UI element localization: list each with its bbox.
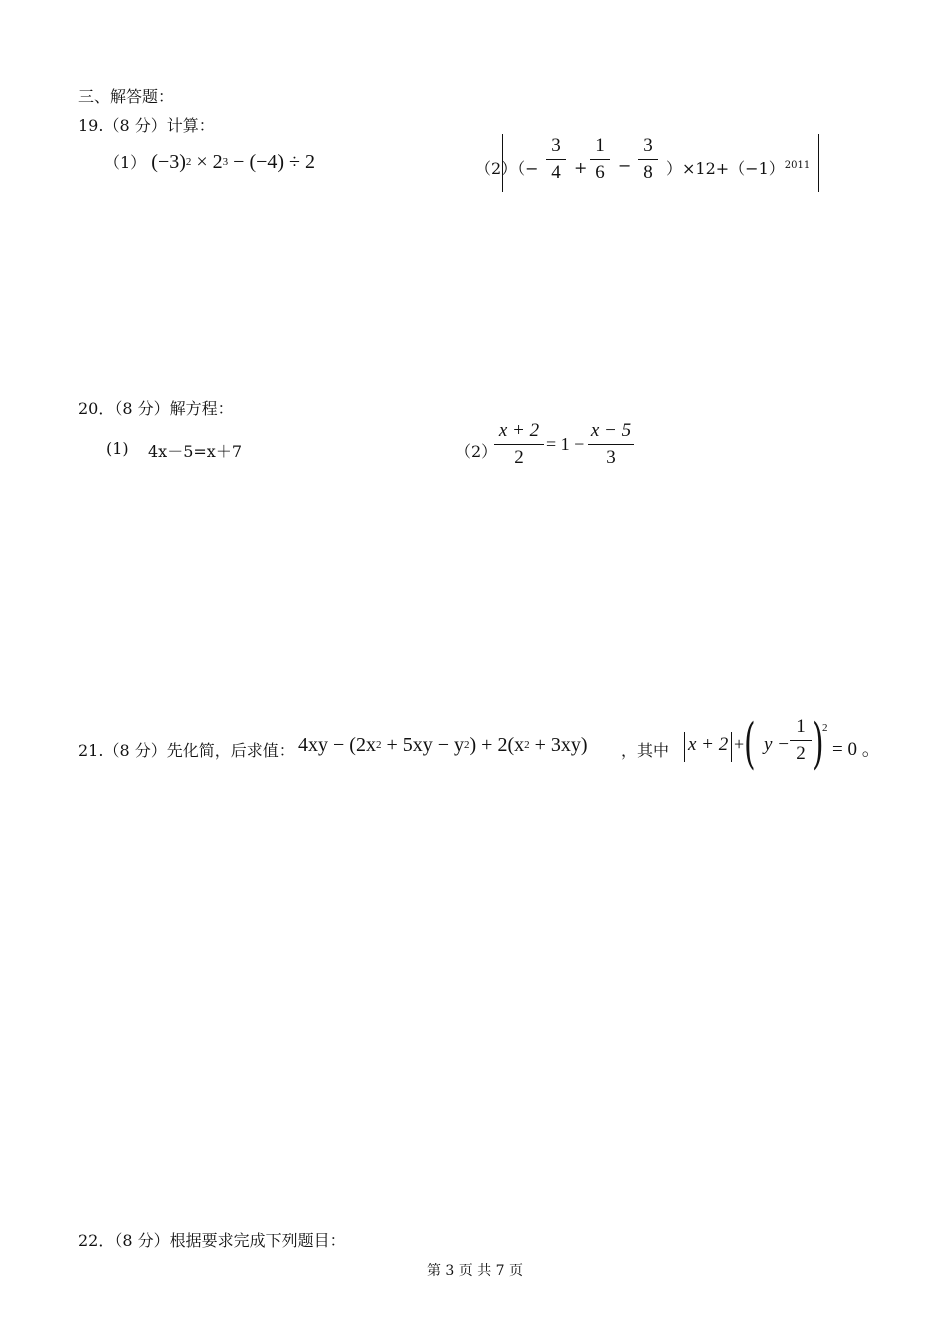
q19-p1-exp-b: 3	[222, 156, 229, 168]
q19-p2-frac2-num: 1	[595, 135, 605, 156]
q21-header: 21.（8 分）先化简，后求值：	[78, 741, 295, 760]
q19-p2-plus: +	[574, 158, 588, 177]
q21-expr-d: + 3xy)	[529, 734, 588, 756]
q20-p2-mid: = 1 −	[546, 434, 585, 454]
q21-right-paren: )	[812, 712, 824, 775]
q19-part1	[104, 150, 315, 174]
q21-expr-a: 4xy − (2x	[298, 734, 376, 756]
q20-p1-eq: 4x－5=x＋7	[148, 442, 242, 461]
q20-p2-lhs-den: 2	[514, 447, 524, 468]
q21-cond-exp: 2	[822, 722, 828, 734]
q22-header: 22．（8 分）根据要求完成下列题目：	[78, 1231, 346, 1250]
q21-half-den: 2	[796, 743, 806, 764]
q21-exp-a: 2	[375, 739, 382, 751]
q20-p2-rhs-den: 3	[606, 447, 616, 468]
q21-abs-inner: x + 2	[688, 734, 729, 755]
q19-p1-expr-c: − (−4) ÷ 2	[228, 151, 316, 173]
q19-p2-tail-text: ）×12+（−1）	[666, 159, 785, 178]
q21-exp-c: 2	[524, 739, 530, 751]
page-footer: 第 3 页 共 7 页	[426, 1263, 524, 1279]
q21-exp-b: 2	[464, 739, 470, 751]
q20-p2-lhs-frac	[494, 420, 544, 469]
q19-p1-expr-b: × 2	[191, 151, 223, 173]
q21-cond-label: ，其中	[621, 741, 670, 760]
q19-p2-frac1	[546, 135, 566, 184]
q20-p2-rhs-num: x − 5	[590, 420, 632, 441]
q19-header: 19.（8 分）计算：	[78, 116, 215, 135]
q20-header: 20．（8 分）解方程：	[78, 399, 234, 418]
q19-p2-exp: 2011	[784, 160, 811, 171]
q21-abs-right-bar	[731, 732, 732, 762]
q21-cond-y: y −	[764, 734, 791, 755]
q21-left-paren: (	[744, 712, 756, 775]
q20-p1-label: (1)	[106, 439, 129, 458]
q19-p1-label: （1）	[104, 153, 147, 172]
q19-p2-frac3	[638, 135, 658, 184]
q21-half-num: 1	[796, 716, 806, 737]
q19-p2-frac3-den: 8	[643, 162, 653, 183]
q19-p2-frac2	[590, 135, 610, 184]
q19-p2-frac3-num: 3	[643, 135, 653, 156]
q19-p2-frac1-num: 3	[551, 135, 561, 156]
q20-p2-lhs-num: x + 2	[498, 420, 540, 441]
q21-cond-plus: +	[734, 734, 745, 754]
q21-cond-tail: = 0 。	[832, 739, 881, 760]
q21-expression	[298, 734, 588, 757]
q19-p2-frac1-den: 4	[551, 162, 561, 183]
q19-p2-right-rule	[818, 134, 819, 192]
q21-half-frac	[790, 716, 812, 765]
q20-p2-rhs-frac	[588, 420, 634, 469]
q19-p2-tail	[666, 156, 810, 179]
q19-p2-label: （2）（−	[475, 159, 539, 178]
q21-abs-left-bar	[684, 732, 685, 762]
q19-p2-frac2-den: 6	[595, 162, 605, 183]
q19-p2-minus: −	[618, 156, 632, 175]
q19-p1-exp-a: 2	[185, 156, 192, 168]
q20-p2-label: （2）	[455, 442, 498, 461]
section-title: 三、解答题：	[78, 87, 175, 106]
q19-p1-expr-a: (−3)	[151, 151, 186, 173]
q21-expr-b: + 5xy − y	[381, 734, 465, 756]
q21-expr-c: ) + 2(x	[469, 734, 525, 756]
